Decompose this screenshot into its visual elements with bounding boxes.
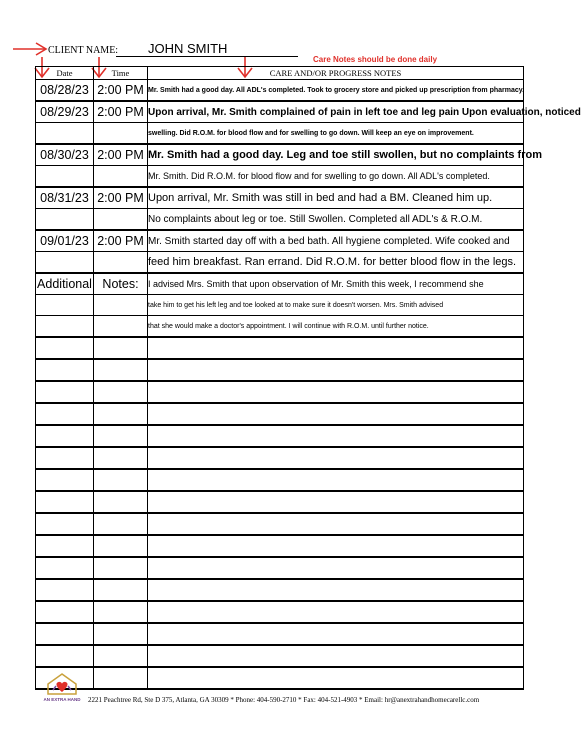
time-cell[interactable] [94,645,148,667]
time-cell[interactable]: 2:00 PM [94,187,148,209]
table-row [36,513,524,535]
table-row [36,601,524,623]
date-cell[interactable] [36,403,94,425]
table-row [36,381,524,403]
date-cell[interactable] [36,601,94,623]
note-cell[interactable] [148,645,524,667]
date-cell[interactable]: 09/01/23 [36,230,94,252]
daily-notice: Care Notes should be done daily [313,55,438,64]
table-row [36,491,524,513]
note-cell[interactable] [148,491,524,513]
time-cell[interactable] [94,667,148,689]
note-cell[interactable]: Mr. Smith. Did R.O.M. for blood flow and for swelling to go down. All ADL's completed. [148,166,524,188]
date-cell[interactable] [36,316,94,338]
time-cell[interactable] [94,579,148,601]
time-cell[interactable] [94,123,148,145]
table-row [36,623,524,645]
date-cell[interactable] [36,535,94,557]
note-cell[interactable]: swelling. Did R.O.M. for blood flow and for swelling to go down. Will keep an eye on improvement. [148,123,524,145]
client-name-value[interactable]: JOHN SMITH [148,41,228,56]
date-cell[interactable]: 08/30/23 [36,144,94,166]
date-cell[interactable] [36,447,94,469]
table-row [36,123,524,145]
date-cell[interactable] [36,557,94,579]
table-row [36,144,524,166]
note-cell[interactable] [148,513,524,535]
date-cell[interactable] [36,359,94,381]
time-cell[interactable] [94,295,148,316]
date-cell[interactable] [36,123,94,145]
note-cell[interactable]: No complaints about leg or toe. Still Swollen. Completed all ADL's & R.O.M. [148,209,524,231]
note-cell[interactable] [148,359,524,381]
date-cell[interactable] [36,252,94,274]
date-cell[interactable] [36,579,94,601]
table-row [36,80,524,102]
notes-column-header: CARE AND/OR PROGRESS NOTES [148,67,524,80]
company-logo [36,672,88,710]
time-cell[interactable] [94,447,148,469]
date-cell[interactable] [36,337,94,359]
date-cell[interactable]: 08/31/23 [36,187,94,209]
footer-address: 2221 Peachtree Rd, Ste D 375, Atlanta, GA 30309 * Phone: 404-590-2710 * Fax: 404-521-4903 * Email: hr@anextrahandhomecarellc.com [88,696,480,704]
table-row [36,425,524,447]
note-cell[interactable] [148,557,524,579]
table-row [36,316,524,338]
table-row [36,230,524,252]
time-cell[interactable] [94,316,148,338]
note-cell[interactable]: I advised Mrs. Smith that upon observation of Mr. Smith this week, I recommend she [148,273,524,295]
table-row [36,667,524,689]
date-column-header: Date [36,67,94,80]
table-row [36,337,524,359]
table-row [36,447,524,469]
time-cell[interactable] [94,337,148,359]
note-cell[interactable] [148,381,524,403]
time-cell[interactable] [94,623,148,645]
time-cell[interactable] [94,166,148,188]
time-cell[interactable] [94,601,148,623]
time-cell[interactable] [94,425,148,447]
note-cell[interactable]: take him to get his left leg and toe looked at to make sure it doesn't worsen. Mrs. Smith advised [148,295,524,316]
table-row [36,403,524,425]
time-cell[interactable]: 2:00 PM [94,144,148,166]
table-row [36,187,524,209]
arrow-right-icon [12,42,48,56]
note-cell[interactable]: Mr. Smith had a good day. Leg and toe still swollen, but no complaints from [148,144,524,166]
table-row [36,252,524,274]
time-column-header: Time [94,67,148,80]
note-cell[interactable]: that she would make a doctor's appointment. I will continue with R.O.M. until further notice. [148,316,524,338]
date-cell[interactable]: 08/28/23 [36,80,94,102]
date-cell[interactable] [36,295,94,316]
table-row [36,273,524,295]
client-name-underline [116,56,298,57]
table-row [36,359,524,381]
note-cell[interactable] [148,535,524,557]
date-cell[interactable]: Additional [36,273,94,295]
date-cell[interactable] [36,381,94,403]
note-cell[interactable] [148,623,524,645]
note-cell[interactable] [148,469,524,491]
date-cell[interactable] [36,645,94,667]
note-cell[interactable] [148,337,524,359]
note-cell[interactable]: feed him breakfast. Ran errand. Did R.O.M. for better blood flow in the legs. [148,252,524,274]
date-cell[interactable] [36,513,94,535]
time-cell[interactable]: 2:00 PM [94,230,148,252]
note-cell[interactable] [148,403,524,425]
time-cell[interactable]: Notes: [94,273,148,295]
table-row [36,295,524,316]
date-cell[interactable] [36,491,94,513]
table-row [36,101,524,123]
time-cell[interactable] [94,469,148,491]
time-cell[interactable] [94,535,148,557]
time-cell[interactable] [94,491,148,513]
time-cell[interactable] [94,513,148,535]
care-notes-table [35,66,581,690]
table-row [36,166,524,188]
date-cell[interactable] [36,166,94,188]
time-cell[interactable]: 2:00 PM [94,80,148,102]
time-cell[interactable]: 2:00 PM [94,101,148,123]
time-cell[interactable] [94,381,148,403]
date-cell[interactable]: 08/29/23 [36,101,94,123]
table-row [36,209,524,231]
table-header-row [36,67,524,80]
note-cell[interactable] [148,579,524,601]
time-cell[interactable] [94,209,148,231]
table-row [36,535,524,557]
table-row [36,645,524,667]
note-cell[interactable]: Upon arrival, Mr. Smith complained of pain in left toe and leg pain Upon evaluation, noticed [148,101,524,123]
date-cell[interactable] [36,469,94,491]
date-cell[interactable] [36,623,94,645]
note-cell[interactable] [148,447,524,469]
table-row [36,557,524,579]
note-cell[interactable]: Upon arrival, Mr. Smith was still in bed and had a BM. Cleaned him up. [148,187,524,209]
time-cell[interactable] [94,403,148,425]
logo-text: AN EXTRA HAND [43,697,81,702]
note-cell[interactable] [148,667,524,689]
date-cell[interactable] [36,425,94,447]
date-cell[interactable] [36,209,94,231]
note-cell[interactable]: Mr. Smith had a good day. All ADL's completed. Took to grocery store and picked up prescription from pharmacy. [148,80,524,102]
note-cell[interactable]: Mr. Smith started day off with a bed bath. All hygiene completed. Wife cooked and [148,230,524,252]
time-cell[interactable] [94,359,148,381]
client-name-label: CLIENT NAME: [48,45,119,56]
time-cell[interactable] [94,557,148,579]
note-cell[interactable] [148,601,524,623]
time-cell[interactable] [94,252,148,274]
table-row [36,579,524,601]
table-row [36,469,524,491]
note-cell[interactable] [148,425,524,447]
